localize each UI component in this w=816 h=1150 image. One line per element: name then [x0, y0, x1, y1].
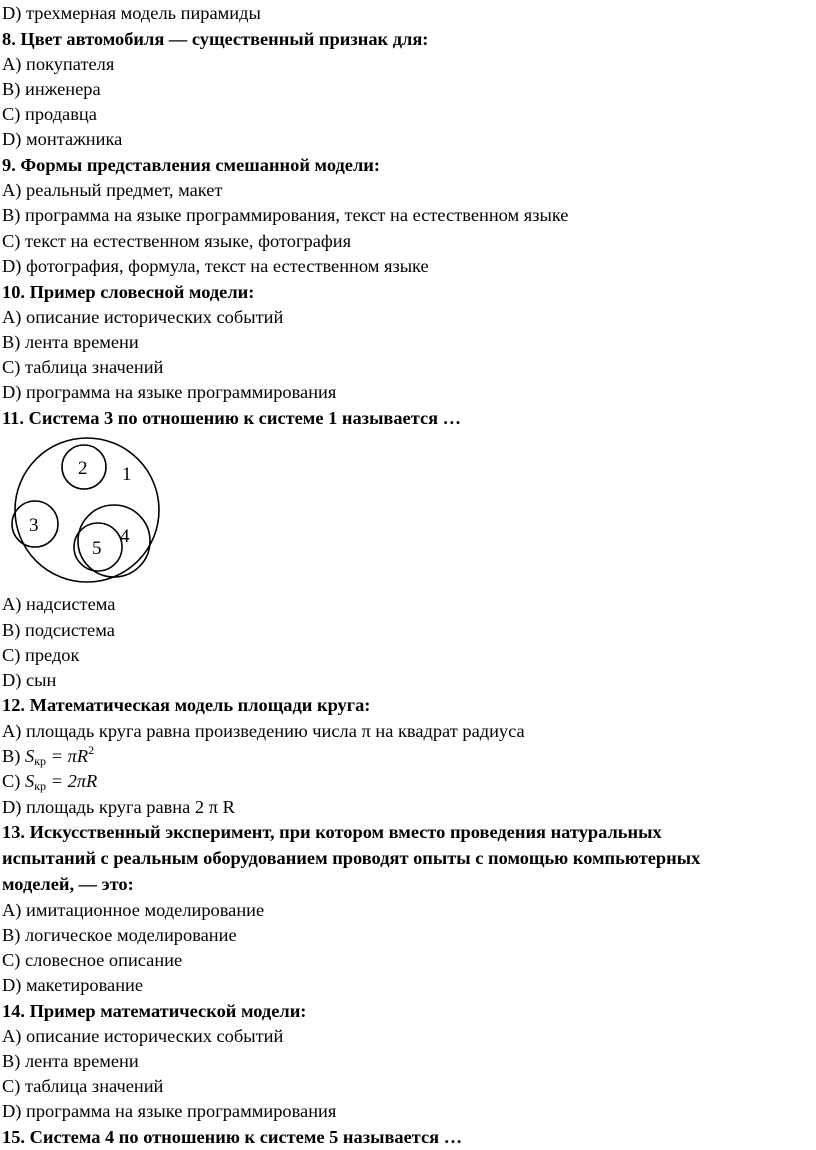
- answer-12-b-prefix: B): [2, 746, 25, 766]
- answer-12-d: D) площадь круга равна 2 π R: [2, 797, 235, 817]
- answer-12-c-prefix: C): [2, 771, 25, 791]
- formula-b-exponent: 2: [88, 743, 95, 757]
- formula-b-symbol: S: [25, 746, 35, 766]
- answer-14-a: A) описание исторических событий: [2, 1026, 284, 1046]
- answer-11-a: A) надсистема: [2, 594, 116, 614]
- answer-12-c: [2, 768, 97, 794]
- systems-diagram: [6, 436, 172, 584]
- answer-8-d: D) монтажника: [2, 129, 123, 149]
- question-13-line-3: моделей, — это:: [2, 874, 134, 894]
- answer-9-a: A) реальный предмет, макет: [2, 180, 223, 200]
- system-4-circle: [78, 505, 150, 577]
- formula-b-expression: = πR: [46, 746, 89, 766]
- answer-10-b: B) лента времени: [2, 332, 139, 352]
- answer-7-d: D) трехмерная модель пирамиды: [2, 3, 261, 23]
- answer-11-d: D) сын: [2, 670, 57, 690]
- formula-c-symbol: S: [25, 771, 35, 791]
- answer-14-b: B) лента времени: [2, 1051, 139, 1071]
- answer-8-c: C) продавца: [2, 104, 97, 124]
- answer-13-a: A) имитационное моделирование: [2, 900, 265, 920]
- answer-8-a: A) покупателя: [2, 54, 115, 74]
- formula-c-subscript: кр: [34, 779, 47, 793]
- answer-14-c: C) таблица значений: [2, 1076, 164, 1096]
- question-8: 8. Цвет автомобиля — существенный признак для:: [2, 29, 429, 49]
- answer-10-d: D) программа на языке программирования: [2, 382, 337, 402]
- question-11: 11. Система 3 по отношению к системе 1 называется …: [2, 408, 462, 428]
- question-13-line-1: 13. Искусственный эксперимент, при котором вместо проведения натуральных: [2, 822, 662, 842]
- label-1: 1: [122, 464, 132, 485]
- label-3: 3: [29, 515, 39, 536]
- question-15: 15. Система 4 по отношению к системе 5 называется …: [2, 1127, 463, 1147]
- formula-c-expression: = 2πR: [46, 771, 98, 791]
- answer-9-d: D) фотография, формула, текст на естественном языке: [2, 256, 429, 276]
- answer-9-b: B) программа на языке программирования, текст на естественном языке: [2, 205, 569, 225]
- answer-10-a: A) описание исторических событий: [2, 307, 284, 327]
- question-9: 9. Формы представления смешанной модели:: [2, 155, 380, 175]
- question-10: 10. Пример словесной модели:: [2, 282, 255, 302]
- answer-8-b: B) инженера: [2, 79, 101, 99]
- answer-13-b: B) логическое моделирование: [2, 925, 237, 945]
- question-12: 12. Математическая модель площади круга:: [2, 695, 371, 715]
- answer-11-c: C) предок: [2, 645, 80, 665]
- answer-13-c: C) словесное описание: [2, 950, 183, 970]
- answer-12-a: A) площадь круга равна произведению числа π на квадрат радиуса: [2, 721, 525, 741]
- answer-14-d: D) программа на языке программирования: [2, 1101, 337, 1121]
- label-2: 2: [78, 458, 88, 479]
- question-14: 14. Пример математической модели:: [2, 1001, 307, 1021]
- answer-9-c: C) текст на естественном языке, фотография: [2, 231, 352, 251]
- formula-b-subscript: кр: [34, 754, 47, 768]
- question-13-line-2: испытаний с реальным оборудованием проводят опыты с помощью компьютерных: [2, 848, 701, 868]
- label-5: 5: [92, 538, 102, 559]
- answer-10-c: C) таблица значений: [2, 357, 164, 377]
- answer-12-b: [2, 743, 94, 769]
- answer-11-b: B) подсистема: [2, 620, 115, 640]
- label-4: 4: [120, 526, 130, 547]
- answer-13-d: D) макетирование: [2, 975, 144, 995]
